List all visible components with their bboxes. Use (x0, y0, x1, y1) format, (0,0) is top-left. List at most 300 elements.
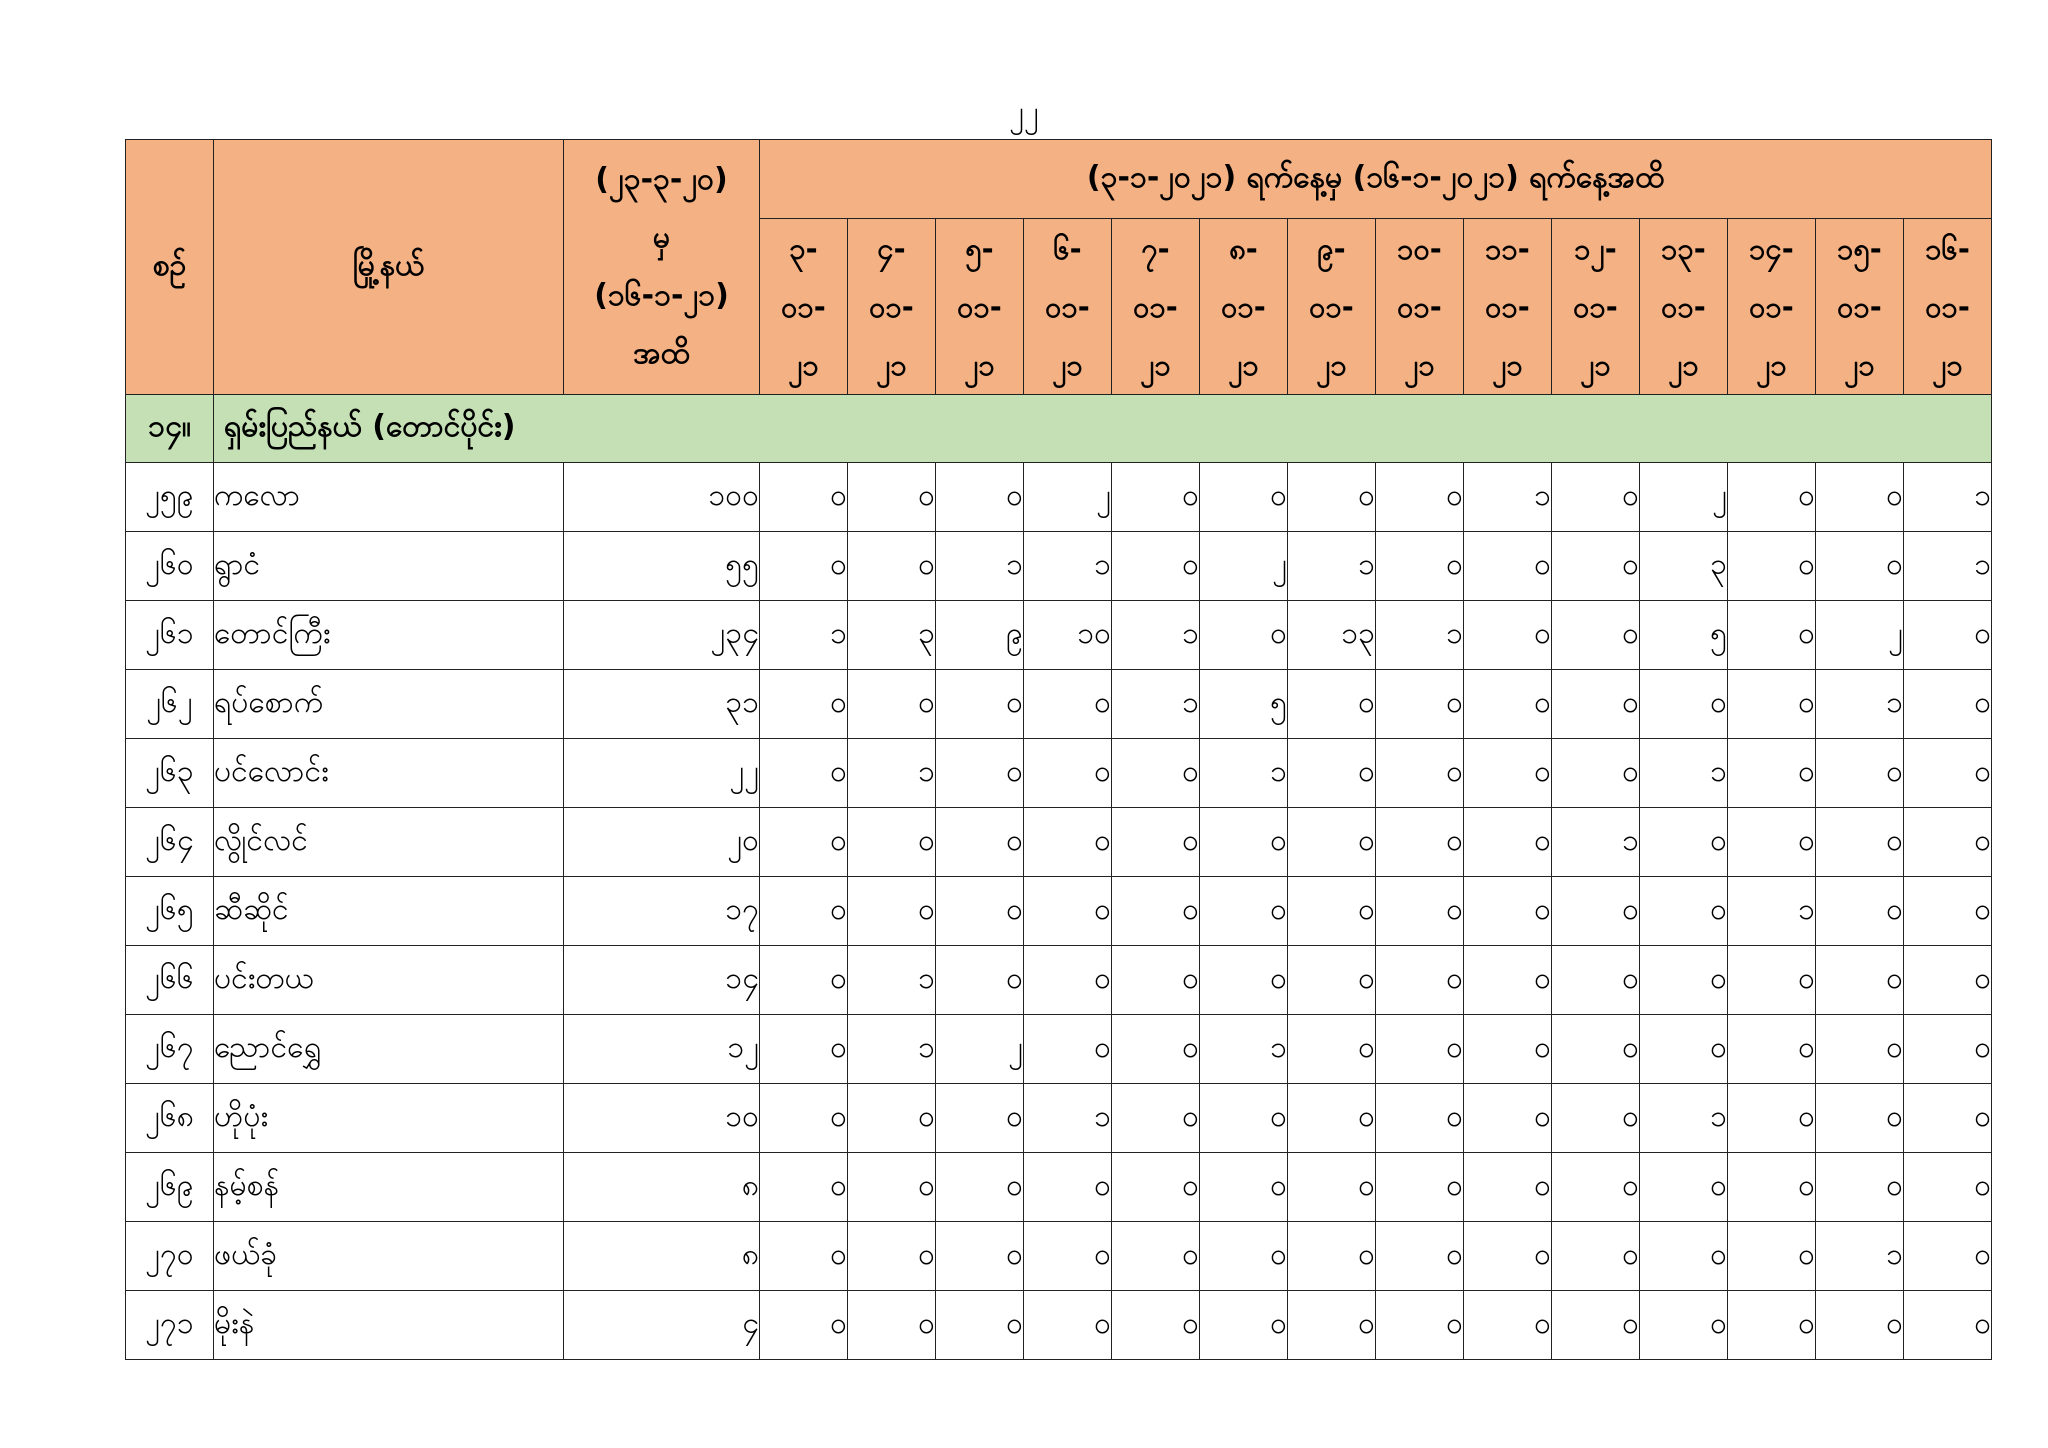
row-daily-value: ၀ (1728, 1291, 1816, 1360)
group-row (126, 395, 1992, 463)
row-daily-value: ၀ (1728, 946, 1816, 1015)
row-daily-value: ၀ (1464, 946, 1552, 1015)
row-daily-value: ၀ (760, 1291, 848, 1360)
row-daily-value: ၀ (760, 1015, 848, 1084)
header-date-part: ၀၁- (957, 289, 1002, 324)
header-date-part: ၉- (1317, 231, 1346, 266)
row-daily-value: ၃ (848, 601, 936, 670)
row-township: ရပ်စောက် (214, 670, 564, 739)
row-daily-value: ၀ (1816, 1291, 1904, 1360)
row-township: ဟိုပုံး (214, 1084, 564, 1153)
row-daily-value: ၁ (1552, 808, 1640, 877)
row-daily-value: ၀ (1376, 532, 1464, 601)
header-date-part: ၂၁ (876, 347, 907, 382)
row-daily-value: ၀ (1904, 1153, 1992, 1222)
header-date-part: ၄- (877, 231, 906, 266)
row-daily-value: ၀ (936, 877, 1024, 946)
row-daily-value: ၀ (1200, 946, 1288, 1015)
header-date (760, 219, 848, 395)
header-date-part: ၂၁ (1668, 347, 1699, 382)
header-date (1376, 219, 1464, 395)
table-row (126, 946, 1992, 1015)
header-date (1464, 219, 1552, 395)
row-daily-value: ၀ (1464, 877, 1552, 946)
row-total: ၂၂ (564, 739, 760, 808)
row-serial-no: ၂၇၁ (126, 1291, 214, 1360)
header-date-part: ၀၁- (781, 289, 826, 324)
row-daily-value: ၀ (1376, 1291, 1464, 1360)
header-date-part: ၂၁ (1580, 347, 1611, 382)
row-daily-value: ၀ (1552, 946, 1640, 1015)
row-daily-value: ၀ (1728, 463, 1816, 532)
row-serial-no: ၂၆၇ (126, 1015, 214, 1084)
row-daily-value: ၀ (1728, 808, 1816, 877)
row-daily-value: ၀ (1728, 739, 1816, 808)
row-daily-value: ၁ (1112, 670, 1200, 739)
header-date-part: ၂၁ (1404, 347, 1435, 382)
row-daily-value: ၁၃ (1288, 601, 1376, 670)
row-daily-value: ၀ (1200, 1084, 1288, 1153)
row-daily-value: ၀ (1464, 1015, 1552, 1084)
row-daily-value: ၀ (760, 877, 848, 946)
header-date-part: ၀၁- (1749, 289, 1794, 324)
header-date-part: ၀၁- (1045, 289, 1090, 324)
table-row (126, 1153, 1992, 1222)
row-daily-value: ၀ (848, 1291, 936, 1360)
row-daily-value: ၀ (1728, 1084, 1816, 1153)
header-date (1112, 219, 1200, 395)
page-number: ၂၂ (1009, 95, 1039, 130)
row-daily-value: ၀ (1112, 1084, 1200, 1153)
header-date-part: ၀၁- (869, 289, 914, 324)
row-daily-value: ၀ (1200, 808, 1288, 877)
row-daily-value: ၀ (848, 532, 936, 601)
row-daily-value: ၀ (1728, 1015, 1816, 1084)
row-daily-value: ၀ (1112, 739, 1200, 808)
row-daily-value: ၀ (936, 1291, 1024, 1360)
row-daily-value: ၀ (1904, 946, 1992, 1015)
row-daily-value: ၀ (1024, 946, 1112, 1015)
table-row (126, 1291, 1992, 1360)
header-serial-no: စဥ် (126, 140, 214, 395)
row-serial-no: ၂၆၂ (126, 670, 214, 739)
row-daily-value: ၀ (1024, 1015, 1112, 1084)
header-date-part: ၁၁- (1485, 231, 1530, 266)
row-daily-value: ၀ (1904, 877, 1992, 946)
header-date (1552, 219, 1640, 395)
header-date-part: ၁၂- (1574, 231, 1617, 266)
header-date-part: ၅- (965, 231, 994, 266)
header-date-part: ၁၄- (1749, 231, 1794, 266)
row-daily-value: ၀ (936, 1222, 1024, 1291)
row-daily-value: ၀ (1288, 1291, 1376, 1360)
row-daily-value: ၀ (1464, 739, 1552, 808)
row-daily-value: ၀ (1552, 1222, 1640, 1291)
row-daily-value: ၀ (1288, 1153, 1376, 1222)
row-daily-value: ၀ (1816, 1153, 1904, 1222)
row-township: ရွာငံ (214, 532, 564, 601)
row-daily-value: ၀ (1904, 1084, 1992, 1153)
header-date-part: ၂၁ (1228, 347, 1259, 382)
row-daily-value: ၀ (1552, 532, 1640, 601)
row-daily-value: ၀ (1640, 808, 1728, 877)
row-daily-value: ၀ (1288, 670, 1376, 739)
row-daily-value: ၀ (1376, 877, 1464, 946)
row-daily-value: ၀ (848, 808, 936, 877)
row-daily-value: ၂ (1024, 463, 1112, 532)
row-township: ဖယ်ခုံ (214, 1222, 564, 1291)
row-daily-value: ၀ (1904, 670, 1992, 739)
row-daily-value: ၀ (1552, 1084, 1640, 1153)
row-daily-value: ၀ (1464, 532, 1552, 601)
row-daily-value: ၁၀ (1024, 601, 1112, 670)
row-daily-value: ၁ (760, 601, 848, 670)
row-daily-value: ၁ (936, 532, 1024, 601)
header-date-part: ၁၆- (1925, 231, 1970, 266)
row-daily-value: ၀ (1640, 946, 1728, 1015)
row-serial-no: ၂၆၃ (126, 739, 214, 808)
row-daily-value: ၀ (1200, 1291, 1288, 1360)
table-header (126, 140, 1992, 395)
header-date-part: ၂၁ (1052, 347, 1083, 382)
row-daily-value: ၁ (848, 946, 936, 1015)
row-township: နမ့်စန် (214, 1153, 564, 1222)
header-date-part: ၇- (1141, 231, 1170, 266)
row-serial-no: ၂၆၉ (126, 1153, 214, 1222)
row-daily-value: ၁ (1640, 1084, 1728, 1153)
table-row (126, 532, 1992, 601)
table-row (126, 1084, 1992, 1153)
row-daily-value: ၀ (1816, 739, 1904, 808)
row-daily-value: ၀ (1288, 1084, 1376, 1153)
row-daily-value: ၀ (1552, 1291, 1640, 1360)
row-township: ပင်လောင်း (214, 739, 564, 808)
row-daily-value: ၀ (1112, 1222, 1200, 1291)
header-date-part: ၀၁- (1925, 289, 1970, 324)
header-date-part: ၀၁- (1573, 289, 1618, 324)
row-daily-value: ၀ (1816, 463, 1904, 532)
row-daily-value: ၂ (1200, 532, 1288, 601)
row-daily-value: ၀ (1288, 1222, 1376, 1291)
header-date-part: ၃- (789, 231, 818, 266)
row-daily-value: ၀ (1904, 1015, 1992, 1084)
header-cumulative-total (564, 140, 760, 395)
table-row (126, 601, 1992, 670)
row-daily-value: ၀ (1464, 808, 1552, 877)
row-daily-value: ၀ (1464, 1291, 1552, 1360)
header-date-range: (၃-၁-၂၀၂၁) ရက်နေ့မှ (၁၆-၁-၂၀၂၁) ရက်နေ့အထိ (760, 140, 1992, 219)
row-daily-value: ၀ (1200, 463, 1288, 532)
row-daily-value: ၁ (1288, 532, 1376, 601)
header-date (1640, 219, 1728, 395)
row-daily-value: ၀ (1288, 463, 1376, 532)
row-serial-no: ၂၆၀ (126, 532, 214, 601)
row-daily-value: ၀ (1024, 877, 1112, 946)
row-total: ၂၃၄ (564, 601, 760, 670)
table-row (126, 877, 1992, 946)
row-daily-value: ၀ (1376, 463, 1464, 532)
header-total-line: (၂၃-၃-၂၀) (595, 162, 728, 197)
row-daily-value: ၀ (1376, 946, 1464, 1015)
row-daily-value: ၂ (936, 1015, 1024, 1084)
row-daily-value: ၀ (1640, 1015, 1728, 1084)
row-serial-no: ၂၆၄ (126, 808, 214, 877)
row-daily-value: ၀ (1112, 808, 1200, 877)
table-row (126, 670, 1992, 739)
row-daily-value: ၁ (1904, 532, 1992, 601)
row-daily-value: ၁ (1112, 601, 1200, 670)
header-date-part: ၀၁- (1221, 289, 1266, 324)
row-daily-value: ၀ (1552, 1015, 1640, 1084)
row-daily-value: ၀ (1640, 1291, 1728, 1360)
row-daily-value: ၀ (1376, 739, 1464, 808)
row-daily-value: ၁ (1200, 739, 1288, 808)
row-daily-value: ၀ (1024, 1222, 1112, 1291)
row-serial-no: ၂၆၈ (126, 1084, 214, 1153)
row-daily-value: ၀ (760, 808, 848, 877)
row-daily-value: ၀ (1904, 601, 1992, 670)
header-date-part: ၀၁- (1133, 289, 1178, 324)
row-daily-value: ၉ (936, 601, 1024, 670)
row-daily-value: ၀ (1904, 1291, 1992, 1360)
row-daily-value: ၀ (1816, 1084, 1904, 1153)
row-total: ၁၂ (564, 1015, 760, 1084)
row-daily-value: ၀ (760, 1222, 848, 1291)
row-daily-value: ၁ (848, 1015, 936, 1084)
row-total: ၈ (564, 1222, 760, 1291)
row-total: ၁၀ (564, 1084, 760, 1153)
header-date-part: ၂၁ (1140, 347, 1171, 382)
row-daily-value: ၀ (760, 1084, 848, 1153)
row-daily-value: ၀ (936, 1153, 1024, 1222)
row-daily-value: ၀ (1288, 808, 1376, 877)
row-daily-value: ၀ (936, 463, 1024, 532)
row-daily-value: ၁ (1728, 877, 1816, 946)
row-total: ၂၀ (564, 808, 760, 877)
row-daily-value: ၁ (1024, 1084, 1112, 1153)
header-date-part: ၀၁- (1661, 289, 1706, 324)
row-daily-value: ၁ (1464, 463, 1552, 532)
row-daily-value: ၀ (1640, 670, 1728, 739)
row-daily-value: ၀ (760, 739, 848, 808)
row-daily-value: ၀ (1200, 1153, 1288, 1222)
row-daily-value: ၂ (1640, 463, 1728, 532)
row-daily-value: ၀ (1728, 601, 1816, 670)
row-daily-value: ၁ (1904, 463, 1992, 532)
row-daily-value: ၀ (1200, 877, 1288, 946)
row-daily-value: ၀ (1816, 1015, 1904, 1084)
row-daily-value: ၁ (1816, 670, 1904, 739)
group-number: ၁၄။ (126, 395, 214, 463)
header-date (1816, 219, 1904, 395)
row-daily-value: ၀ (1640, 1153, 1728, 1222)
row-daily-value: ၀ (1816, 808, 1904, 877)
row-daily-value: ၀ (1024, 1153, 1112, 1222)
table-row (126, 739, 1992, 808)
row-daily-value: ၀ (1112, 946, 1200, 1015)
header-date-part: ၀၁- (1837, 289, 1882, 324)
row-daily-value: ၃ (1640, 532, 1728, 601)
header-date-part: ၂၁ (964, 347, 995, 382)
header-date-part: ၁၀- (1397, 231, 1442, 266)
row-total: ၈ (564, 1153, 760, 1222)
row-daily-value: ၀ (1024, 739, 1112, 808)
table-body (126, 395, 1992, 1360)
row-daily-value: ၀ (848, 877, 936, 946)
row-daily-value: ၂ (1816, 601, 1904, 670)
row-daily-value: ၀ (1112, 532, 1200, 601)
row-daily-value: ၀ (936, 739, 1024, 808)
row-daily-value: ၀ (1112, 1015, 1200, 1084)
row-daily-value: ၀ (1816, 532, 1904, 601)
row-daily-value: ၀ (936, 946, 1024, 1015)
row-total: ၁၄ (564, 946, 760, 1015)
row-daily-value: ၀ (1552, 739, 1640, 808)
row-daily-value: ၀ (1112, 463, 1200, 532)
row-daily-value: ၀ (1552, 1153, 1640, 1222)
row-daily-value: ၀ (848, 1084, 936, 1153)
row-daily-value: ၀ (1728, 670, 1816, 739)
row-daily-value: ၀ (1816, 946, 1904, 1015)
row-daily-value: ၅ (1640, 601, 1728, 670)
row-daily-value: ၀ (1552, 670, 1640, 739)
row-daily-value: ၀ (936, 808, 1024, 877)
row-township: မိုးနဲ (214, 1291, 564, 1360)
header-date-part: ၈- (1229, 231, 1258, 266)
row-daily-value: ၀ (1112, 1153, 1200, 1222)
header-date (1024, 219, 1112, 395)
header-date-part: ၀၁- (1397, 289, 1442, 324)
row-daily-value: ၀ (1728, 1222, 1816, 1291)
row-township: လွိုင်လင် (214, 808, 564, 877)
row-daily-value: ၀ (1464, 1222, 1552, 1291)
row-daily-value: ၁ (1816, 1222, 1904, 1291)
row-daily-value: ၁ (1376, 601, 1464, 670)
header-total-line: အထိ (633, 336, 690, 371)
row-daily-value: ၀ (1024, 808, 1112, 877)
row-daily-value: ၀ (848, 670, 936, 739)
header-date-part: ၆- (1053, 231, 1082, 266)
row-daily-value: ၀ (1024, 670, 1112, 739)
header-date (1904, 219, 1992, 395)
row-daily-value: ၀ (1376, 1222, 1464, 1291)
row-total: ၅၅ (564, 532, 760, 601)
row-daily-value: ၀ (1904, 739, 1992, 808)
row-daily-value: ၀ (1112, 1291, 1200, 1360)
row-daily-value: ၀ (1728, 532, 1816, 601)
row-daily-value: ၀ (1552, 877, 1640, 946)
row-daily-value: ၀ (1552, 601, 1640, 670)
header-date-part: ၂၁ (1316, 347, 1347, 382)
row-daily-value: ၀ (1552, 463, 1640, 532)
row-daily-value: ၀ (1640, 1222, 1728, 1291)
row-daily-value: ၀ (848, 463, 936, 532)
header-date (1728, 219, 1816, 395)
row-township: ညောင်ရွှေ (214, 1015, 564, 1084)
header-date-part: ၂၁ (1492, 347, 1523, 382)
row-daily-value: ၀ (1288, 739, 1376, 808)
row-total: ၁၀၀ (564, 463, 760, 532)
table-row (126, 808, 1992, 877)
row-daily-value: ၀ (1376, 1015, 1464, 1084)
header-total-line: (၁၆-၁-၂၁) (594, 278, 729, 313)
header-date (1200, 219, 1288, 395)
group-name: ရှမ်းပြည်နယ် (တောင်ပိုင်း) (214, 395, 1992, 463)
row-daily-value: ၁ (1200, 1015, 1288, 1084)
row-daily-value: ၀ (1464, 1153, 1552, 1222)
row-daily-value: ၀ (1288, 877, 1376, 946)
row-daily-value: ၀ (1376, 670, 1464, 739)
row-daily-value: ၀ (760, 946, 848, 1015)
row-daily-value: ၀ (760, 532, 848, 601)
header-total-line: မှ (652, 220, 671, 255)
row-daily-value: ၀ (848, 1153, 936, 1222)
row-daily-value: ၀ (1200, 1222, 1288, 1291)
row-daily-value: ၀ (1024, 1291, 1112, 1360)
row-daily-value: ၀ (1904, 808, 1992, 877)
row-total: ၄ (564, 1291, 760, 1360)
cases-table (125, 139, 1992, 1360)
row-daily-value: ၀ (1816, 877, 1904, 946)
header-date-part: ၂၁ (1932, 347, 1963, 382)
row-daily-value: ၅ (1200, 670, 1288, 739)
row-daily-value: ၀ (1288, 1015, 1376, 1084)
row-township: ဆီဆိုင် (214, 877, 564, 946)
row-daily-value: ၁ (1024, 532, 1112, 601)
header-date-part: ၀၁- (1485, 289, 1530, 324)
row-daily-value: ၀ (760, 463, 848, 532)
row-daily-value: ၀ (1464, 601, 1552, 670)
row-daily-value: ၀ (760, 1153, 848, 1222)
row-daily-value: ၀ (936, 670, 1024, 739)
header-date-part: ၂၁ (1756, 347, 1787, 382)
row-daily-value: ၀ (1464, 1084, 1552, 1153)
row-township: တောင်ကြီး (214, 601, 564, 670)
header-date-part: ၁၃- (1661, 231, 1706, 266)
row-daily-value: ၀ (1376, 808, 1464, 877)
row-daily-value: ၀ (1200, 601, 1288, 670)
row-daily-value: ၀ (1904, 1222, 1992, 1291)
row-daily-value: ၁ (1640, 739, 1728, 808)
row-daily-value: ၀ (936, 1084, 1024, 1153)
header-date-part: ၂၁ (1844, 347, 1875, 382)
table-row (126, 1222, 1992, 1291)
row-serial-no: ၂၆၁ (126, 601, 214, 670)
row-serial-no: ၂၆၆ (126, 946, 214, 1015)
row-total: ၁၇ (564, 877, 760, 946)
row-township: ပင်းတယ (214, 946, 564, 1015)
header-date-part: ၁၅- (1837, 231, 1882, 266)
row-serial-no: ၂၅၉ (126, 463, 214, 532)
table-row (126, 1015, 1992, 1084)
row-daily-value: ၀ (1288, 946, 1376, 1015)
header-date-part: ၂၁ (788, 347, 819, 382)
table-row (126, 463, 1992, 532)
row-daily-value: ၀ (1376, 1153, 1464, 1222)
row-serial-no: ၂၆၅ (126, 877, 214, 946)
header-date (936, 219, 1024, 395)
row-daily-value: ၀ (1728, 1153, 1816, 1222)
row-daily-value: ၀ (1376, 1084, 1464, 1153)
row-daily-value: ၀ (760, 670, 848, 739)
row-daily-value: ၀ (1464, 670, 1552, 739)
header-date-part: ၀၁- (1309, 289, 1354, 324)
row-daily-value: ၁ (848, 739, 936, 808)
row-township: ကလော (214, 463, 564, 532)
row-total: ၃၁ (564, 670, 760, 739)
header-township: မြို့နယ် (214, 140, 564, 395)
header-date (1288, 219, 1376, 395)
